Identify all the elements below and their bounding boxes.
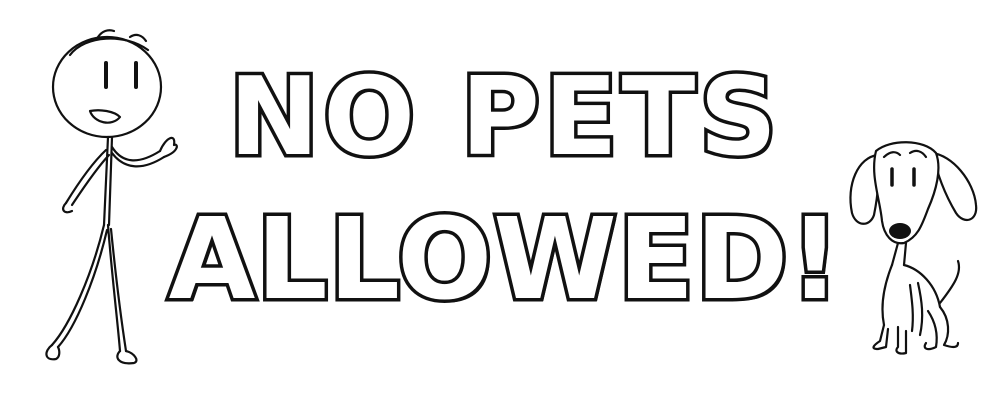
dog-hind-leg [925,311,937,349]
stick-figure-head-outline-sketch [70,39,148,55]
dog-body-hatch [910,285,913,331]
dog-front-right-leg [896,327,906,354]
stick-figure-hair-2 [130,35,146,41]
headline-allowed: ALLOWED! [168,195,842,325]
headline-no-pets: NO PETS [228,55,782,180]
dog-tail [940,261,959,303]
dog-back-leg [940,307,958,347]
stick-figure-right-foot [117,351,136,363]
dog-body-hatch-2 [918,283,922,335]
dog-chest [882,265,892,325]
dog-front-left-leg [874,325,888,349]
stick-figure-left-foot [46,345,59,359]
dog-illustration [840,135,990,360]
dog-nose [889,223,911,239]
dog-neck [892,243,898,265]
dog-neck-2 [904,243,906,265]
